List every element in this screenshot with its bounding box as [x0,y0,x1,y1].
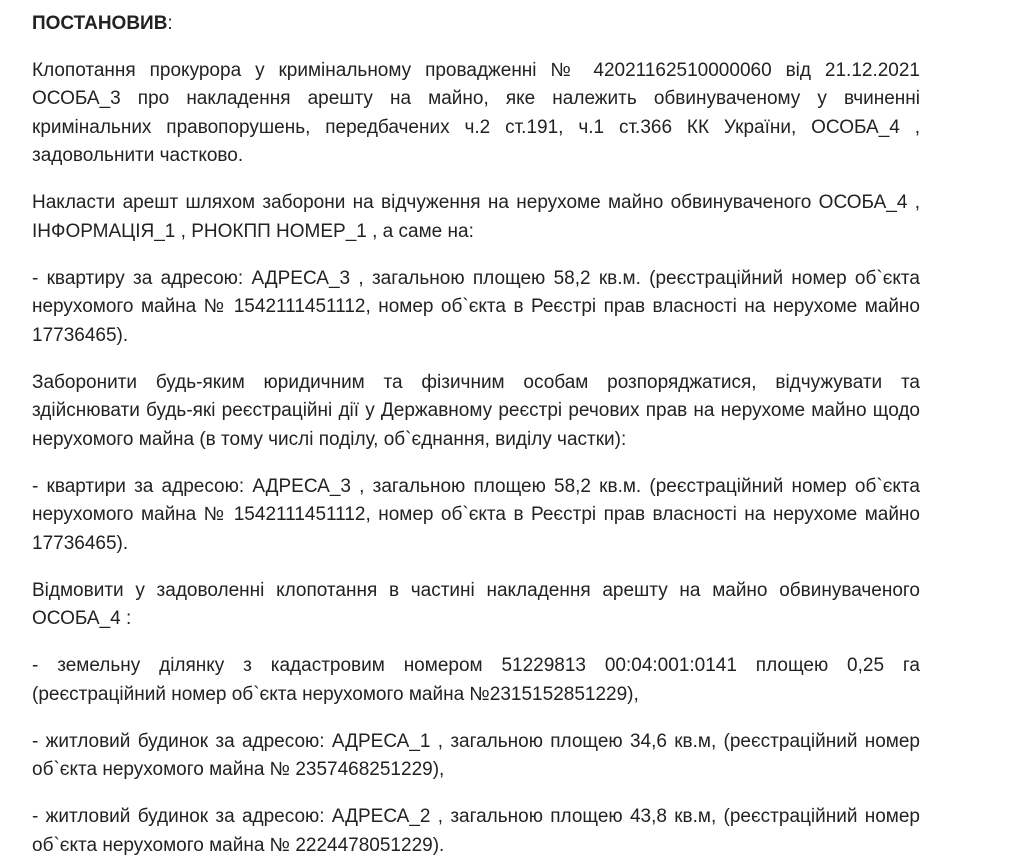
paragraph-prohibition: Заборонити будь-яким юридичним та фізичним особам розпоряджатися, відчужувати та здійснювати будь-які реєстраційні дії у Державному реєстрі речових прав на нерухоме майно щодо нерухомого майна (в тому числі поділу, об`єднання, виділу частки): [32,371,920,450]
paragraph-motion-refused: Відмовити у задоволенні клопотання в частині накладення арешту на майно обвинуваченого ОСОБА_4 : [32,579,920,629]
resolution-heading [32,10,920,39]
list-item-house-1: - житловий будинок за адресою: АДРЕСА_1 , загальною площею 34,6 кв.м, (реєстраційний номер об`єкта нерухомого майна № 2357468251229), [32,730,920,780]
document-body [32,0,920,860]
list-item-apartment-prohibition: - квартири за адресою: АДРЕСА_3 , загальною площею 58,2 кв.м. (реєстраційний номер об`єкта нерухомого майна № 1542111451112, номер об`єкта в Реєстрі прав власності на нерухоме майно 17736465). [32,475,920,554]
list-item-house-2: - житловий будинок за адресою: АДРЕСА_2 , загальною площею 43,8 кв.м, (реєстраційний номер об`єкта нерухомого майна № 2224478051229). [32,806,920,856]
paragraph-impose-arrest: Накласти арешт шляхом заборони на відчуження на нерухоме майно обвинуваченого ОСОБА_4 , ІНФОРМАЦІЯ_1 , РНОКПП НОМЕР_1 , а саме на: [32,192,920,242]
list-item-apartment-arrest: - квартиру за адресою: АДРЕСА_3 , загальною площею 58,2 кв.м. (реєстраційний номер об`єкта нерухомого майна № 1542111451112, номер об`єкта в Реєстрі прав власності на нерухоме майно 17736465). [32,267,920,346]
resolution-heading-colon: : [167,13,173,34]
paragraph-motion-granted-partially: Клопотання прокурора у кримінальному провадженні № 42021162510000060 від 21.12.2021 ОСОБА_3 про накладення арешту на майно, яке належить обвинуваченому у вчиненні кримінальних правопорушень, передбачених ч.2 ст.191, ч.1 ст.366 КК України, ОСОБА_4 , задовольнити частково. [32,59,920,166]
list-item-land-plot: - земельну ділянку з кадастровим номером 51229813 00:04:001:0141 площею 0,25 га (реєстраційний номер об`єкта нерухомого майна №2315152851229), [32,655,920,705]
resolution-heading-label: ПОСТАНОВИВ [32,13,168,34]
